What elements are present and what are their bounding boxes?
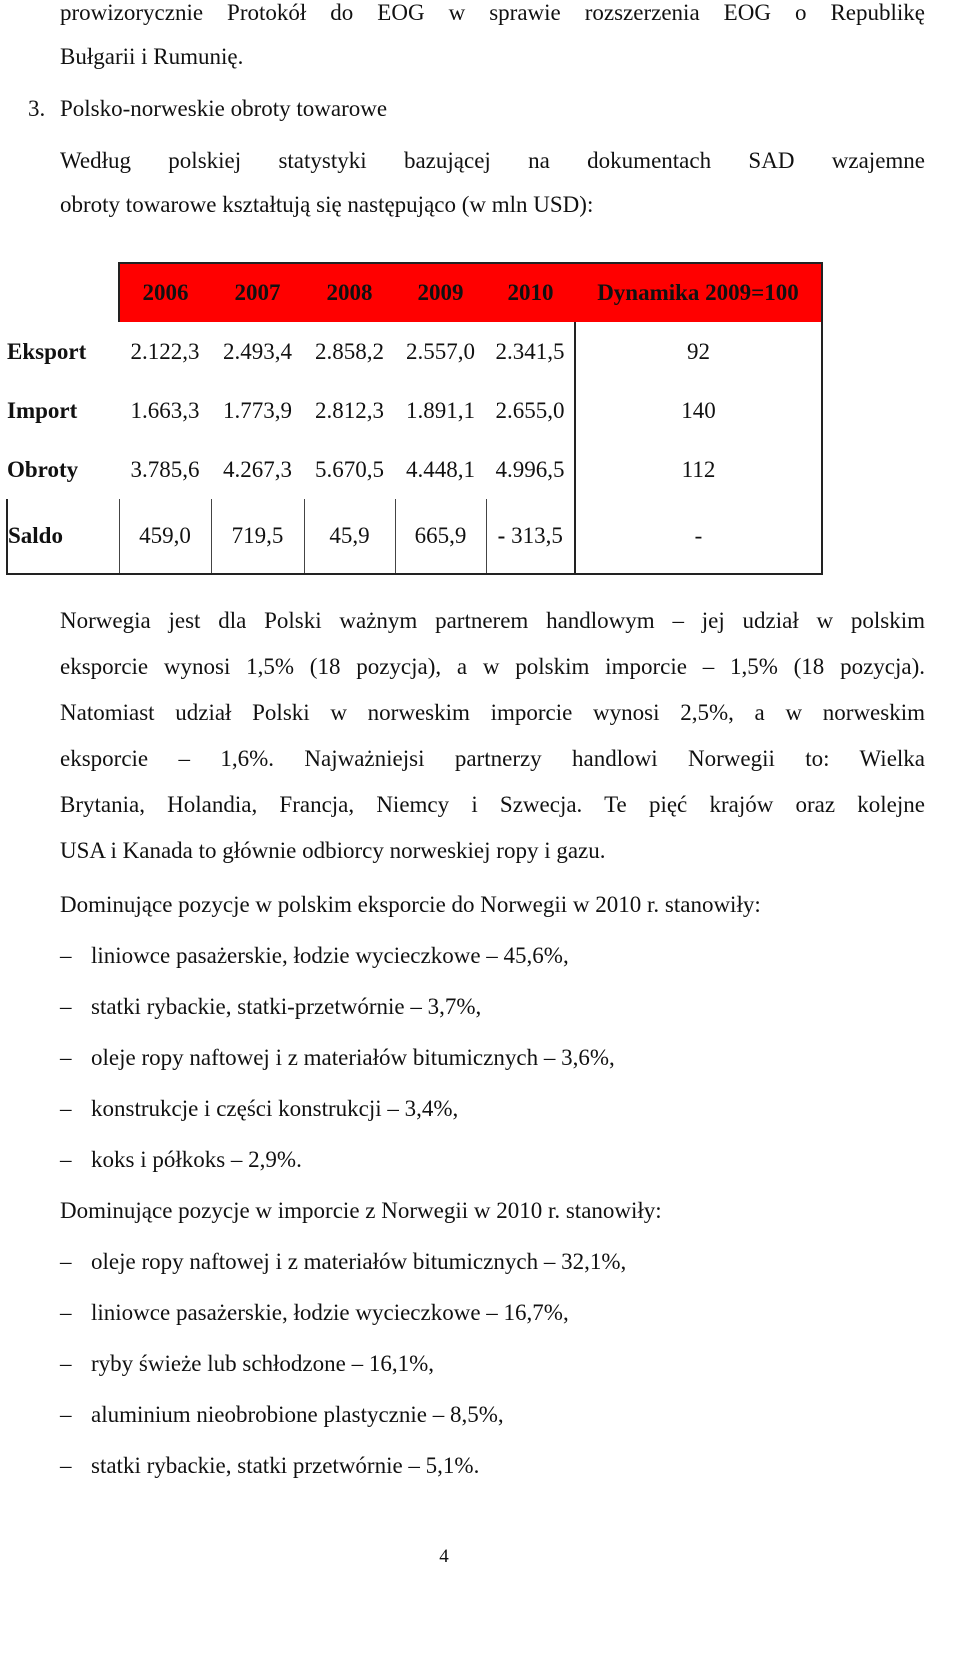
bullet-dash: – [60,1147,72,1172]
table-header-cell: 2006 [119,263,211,322]
dynamics-cell: 112 [575,440,822,499]
section-number: 3. [28,96,46,121]
section-title: Polsko-norweskie obroty towarowe [60,96,388,121]
row-label: Eksport [7,338,87,364]
table-cell: 45,9 [304,499,395,574]
table-header-row [7,263,822,322]
table-cell: 4.448,1 [406,456,475,482]
paragraph-line: Natomiast udział Polski w norweskim imporcie wynosi 2,5%, a w norweskim [60,700,925,725]
table-header-cell: 2008 [304,263,395,322]
table-cell: 665,9 [395,499,486,574]
table-cell: 719,5 [211,499,304,574]
dynamics-cell: - [575,499,822,574]
table-row [7,381,822,440]
lead-line-1: Według polskiej statystyki bazującej na dokumentach SAD wzajemne [60,148,925,173]
intro-line-2: Bułgarii i Rumunię. [60,44,244,69]
table-cell: 2.493,4 [223,338,292,364]
table-header-cell: 2007 [211,263,304,322]
trade-table [6,262,823,575]
list-item: – oleje ropy naftowej i z materiałów bitumicznych – 32,1%, [60,1249,627,1274]
bullet-dash: – [60,1300,72,1325]
list-item: – konstrukcje i części konstrukcji – 3,4%, [60,1096,459,1121]
table-cell: 3.785,6 [130,456,200,482]
import-list-heading: Dominujące pozycje w imporcie z Norwegii w 2010 r. stanowiły: [60,1198,662,1223]
dynamics-cell: 140 [575,381,822,440]
bullet-dash: – [60,994,72,1019]
list-item: – liniowce pasażerskie, łodzie wycieczkowe – 16,7%, [60,1300,569,1325]
paragraph-line: eksporcie – 1,6%. Najważniejsi partnerzy handlowi Norwegii to: Wielka [60,746,925,771]
list-item: – koks i półkoks – 2,9%. [60,1147,302,1172]
table-row [7,499,822,574]
table-cell: 2.812,3 [315,397,384,423]
negative-sign: - [497,523,506,548]
table-cell: 2.655,0 [495,397,565,423]
table-cell: 5.670,5 [315,456,384,482]
list-item: – statki rybackie, statki-przetwórnie – 3,7%, [60,994,482,1019]
table-cell: 1.773,9 [223,397,292,423]
list-item: – ryby świeże lub schłodzone – 16,1%, [60,1351,435,1376]
table-header-cell: 2009 [395,263,486,322]
page-number: 4 [439,1546,449,1567]
table-header-cell: 2010 [486,263,575,322]
bullet-dash: – [60,1249,72,1274]
table-cell: 4.996,5 [495,456,565,482]
paragraph-line: USA i Kanada to głównie odbiorcy norweskiej ropy i gazu. [60,838,606,863]
bullet-dash: – [60,1402,72,1427]
table-row [7,322,822,381]
table-cell: 2.341,5 [495,338,565,364]
bullet-dash: – [60,943,72,968]
intro-line-1: prowizorycznie Protokół do EOG w sprawie rozszerzenia EOG o Republikę [60,0,925,25]
section-heading [28,96,387,122]
row-label: Saldo [7,499,119,574]
bullet-dash: – [60,1096,72,1121]
bullet-dash: – [60,1453,72,1478]
lead-line-2: obroty towarowe kształtują się następująco (w mln USD): [60,192,594,217]
table-corner-cell [7,263,119,322]
table-cell: 459,0 [119,499,211,574]
list-item: – aluminium nieobrobione plastycznie – 8,5%, [60,1402,504,1427]
table-header-cell: Dynamika 2009=100 [575,263,822,322]
list-item: – statki rybackie, statki przetwórnie – 5,1%. [60,1453,480,1478]
table-row [7,440,822,499]
list-item: – oleje ropy naftowej i z materiałów bitumicznych – 3,6%, [60,1045,615,1070]
main-paragraph [60,608,925,884]
saldo-2010-value: 313,5 [505,523,563,548]
paragraph-line: eksporcie wynosi 1,5% (18 pozycja), a w polskim imporcie – 1,5% (18 pozycja). [60,654,925,679]
export-list-heading: Dominujące pozycje w polskim eksporcie do Norwegii w 2010 r. stanowiły: [60,892,761,917]
row-label: Import [7,397,78,423]
table-cell [486,499,575,574]
list-item: – liniowce pasażerskie, łodzie wycieczkowe – 45,6%, [60,943,569,968]
bullet-dash: – [60,1045,72,1070]
table-cell: 1.663,3 [130,397,200,423]
table-cell: 1.891,1 [406,397,475,423]
table-cell: 4.267,3 [223,456,292,482]
dynamics-cell: 92 [575,322,822,381]
paragraph-line: Norwegia jest dla Polski ważnym partnerem handlowym – jej udział w polskim [60,608,925,633]
table-cell: 2.557,0 [406,338,475,364]
row-label: Obroty [7,456,79,482]
bullet-dash: – [60,1351,72,1376]
table-cell: 2.122,3 [130,338,200,364]
table-cell: 2.858,2 [315,338,384,364]
paragraph-line: Brytania, Holandia, Francja, Niemcy i Szwecja. Te pięć krajów oraz kolejne [60,792,925,817]
